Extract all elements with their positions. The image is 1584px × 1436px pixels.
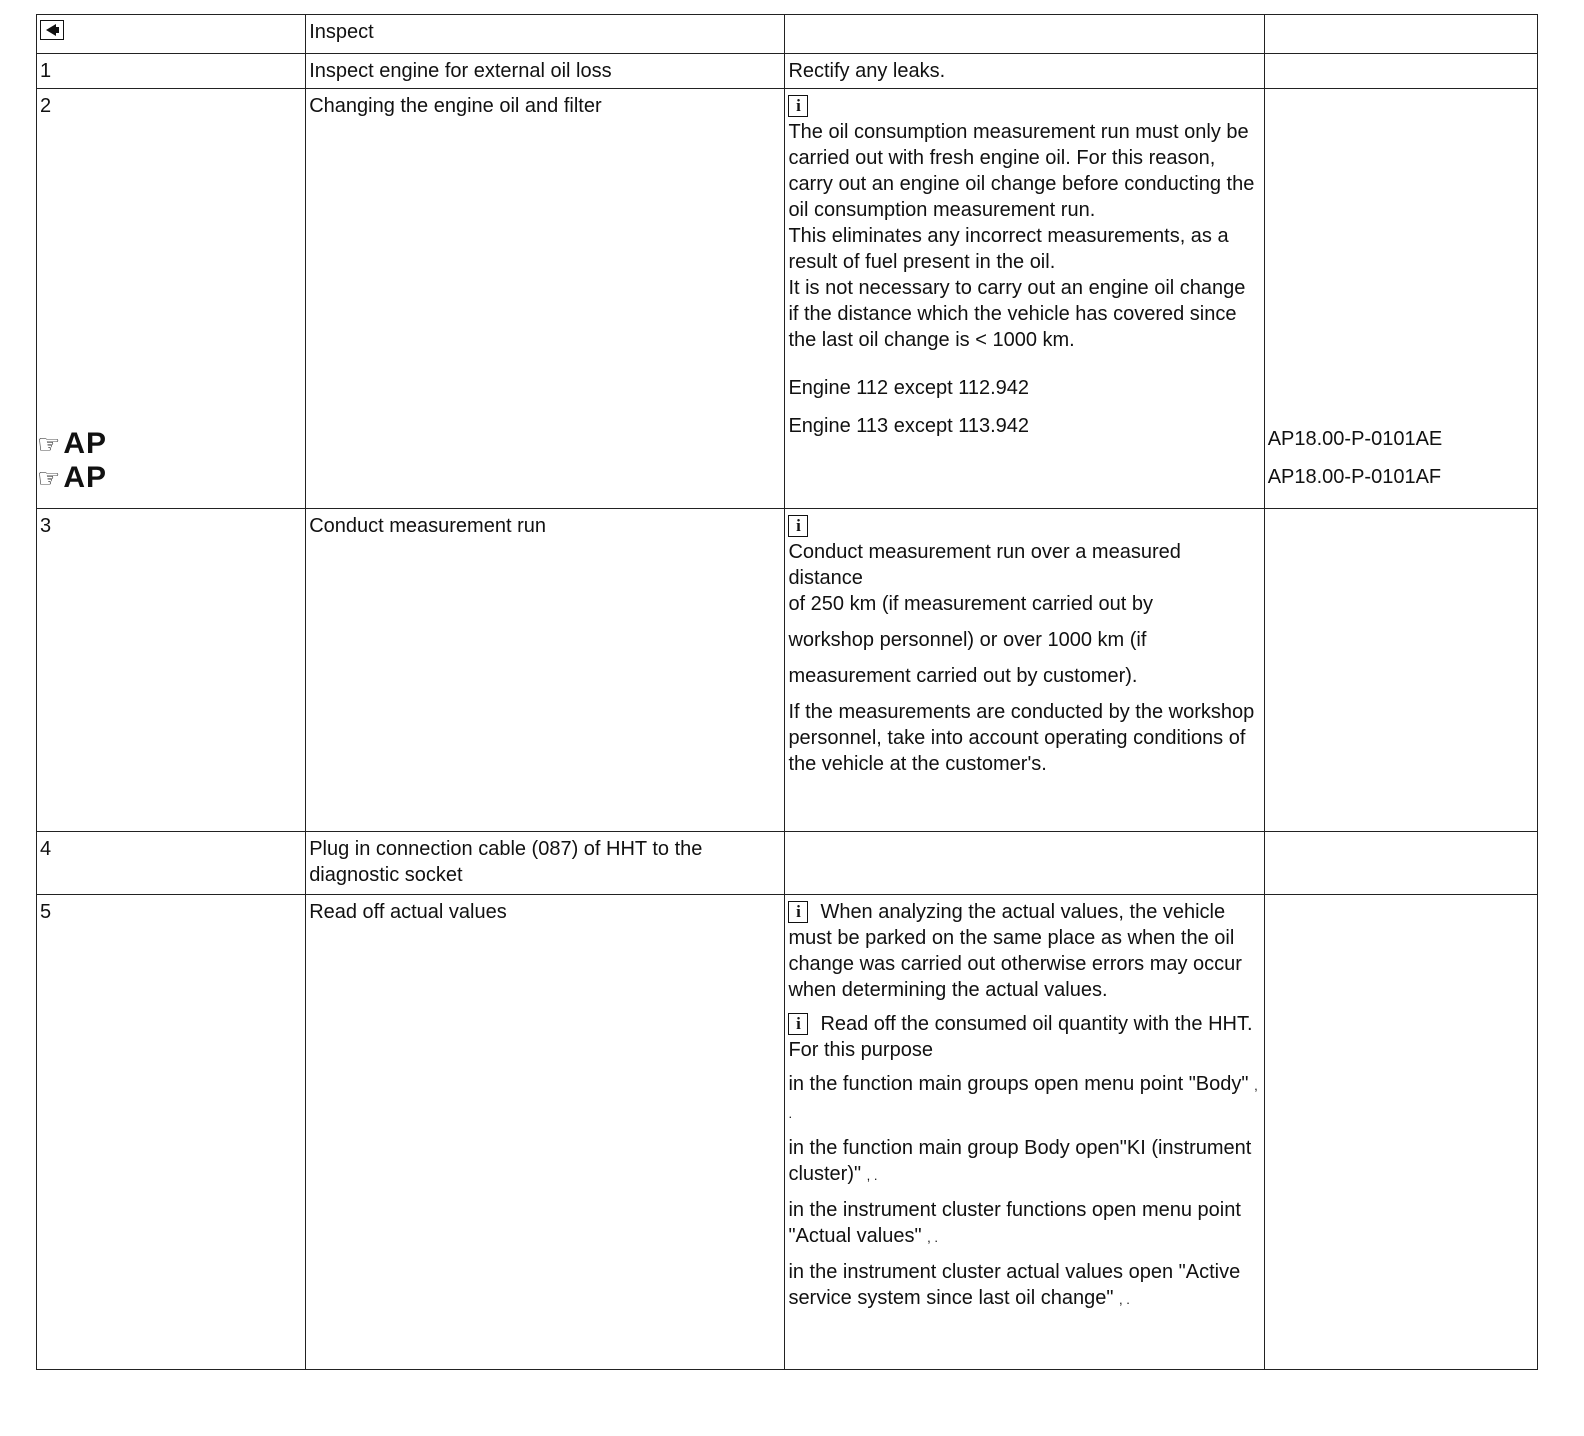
info-icon: i	[788, 515, 808, 537]
note-paragraph: The oil consumption measurement run must only be carried out with fresh engine oil. For this reason, carry out an engine oil change before conducting the oil consumption measurement run.	[788, 121, 1255, 221]
back-cell	[37, 15, 306, 54]
step-number: 3	[37, 509, 306, 832]
ap-link[interactable]: ☞AP	[37, 461, 107, 494]
engine-variant: Engine 112 except 112.942	[788, 377, 1030, 399]
procedure-table	[36, 14, 1538, 1370]
step-note: Rectify any leaks.	[785, 54, 1264, 89]
step-number: 2	[40, 95, 52, 117]
ap-reference-marks	[37, 427, 107, 495]
menu-step: in the instrument cluster functions open menu point "Actual values" , .	[788, 1199, 1241, 1247]
table-row	[37, 832, 1538, 895]
note-paragraph: i Read off the consumed oil quantity with the HHT. For this purpose	[788, 1013, 1253, 1061]
note-paragraph: Conduct measurement run over a measured distance	[788, 541, 1181, 589]
note-paragraph: This eliminates any incorrect measurements, as a result of fuel present in the oil.	[788, 225, 1229, 273]
menu-step: in the function main group Body open"KI (instrument cluster)" , .	[788, 1137, 1252, 1185]
step-number: 1	[37, 54, 306, 89]
table-header-row	[37, 15, 1538, 54]
pointing-hand-icon: ☞	[37, 463, 62, 493]
note-paragraph: of 250 km (if measurement carried out by	[788, 593, 1154, 615]
step-note-cell	[785, 895, 1264, 1370]
note-paragraph: It is not necessary to carry out an engine oil change if the distance which the vehicle has covered since the last oil change is < 1000 km.	[788, 277, 1246, 351]
step-number: 4	[37, 832, 306, 895]
menu-step: in the instrument cluster actual values open "Active service system since last oil change" , .	[788, 1261, 1241, 1309]
step-action: Read off actual values	[306, 895, 785, 1370]
pointing-hand-icon: ☞	[37, 429, 62, 459]
table-row	[37, 895, 1538, 1370]
menu-step: in the function main groups open menu point "Body" , .	[788, 1073, 1258, 1121]
note-paragraph: If the measurements are conducted by the workshop personnel, take into account operating conditions of the vehicle at the customer's.	[788, 701, 1255, 775]
ap-code[interactable]: AP18.00-P-0101AF	[1267, 466, 1442, 488]
step-action: Inspect engine for external oil loss	[306, 54, 785, 89]
engine-variant: Engine 113 except 113.942	[788, 415, 1030, 437]
note-paragraph: i When analyzing the actual values, the vehicle must be parked on the same place as when the oil change was carried out otherwise errors may occur when determining the actual values.	[788, 901, 1242, 1001]
info-icon: i	[788, 95, 808, 117]
step-number: 5	[37, 895, 306, 1370]
step-number-cell	[37, 89, 306, 509]
header-title: Inspect	[306, 15, 785, 54]
info-icon: i	[788, 901, 808, 923]
info-icon: i	[788, 1013, 808, 1035]
ap-link[interactable]: ☞AP	[37, 427, 107, 460]
ap-code-cell	[1264, 89, 1537, 509]
table-row	[37, 54, 1538, 89]
table-row	[37, 509, 1538, 832]
step-note-cell	[785, 509, 1264, 832]
step-note-cell	[785, 89, 1264, 509]
step-action: Plug in connection cable (087) of HHT to the diagnostic socket	[306, 832, 785, 895]
ap-code[interactable]: AP18.00-P-0101AE	[1267, 428, 1443, 450]
step-action: Conduct measurement run	[306, 509, 785, 832]
note-paragraph: workshop personnel) or over 1000 km (if	[788, 629, 1147, 651]
table-row	[37, 89, 1538, 509]
step-action: Changing the engine oil and filter	[306, 89, 785, 509]
back-arrow-icon[interactable]	[40, 20, 64, 40]
note-paragraph: measurement carried out by customer).	[788, 665, 1138, 687]
